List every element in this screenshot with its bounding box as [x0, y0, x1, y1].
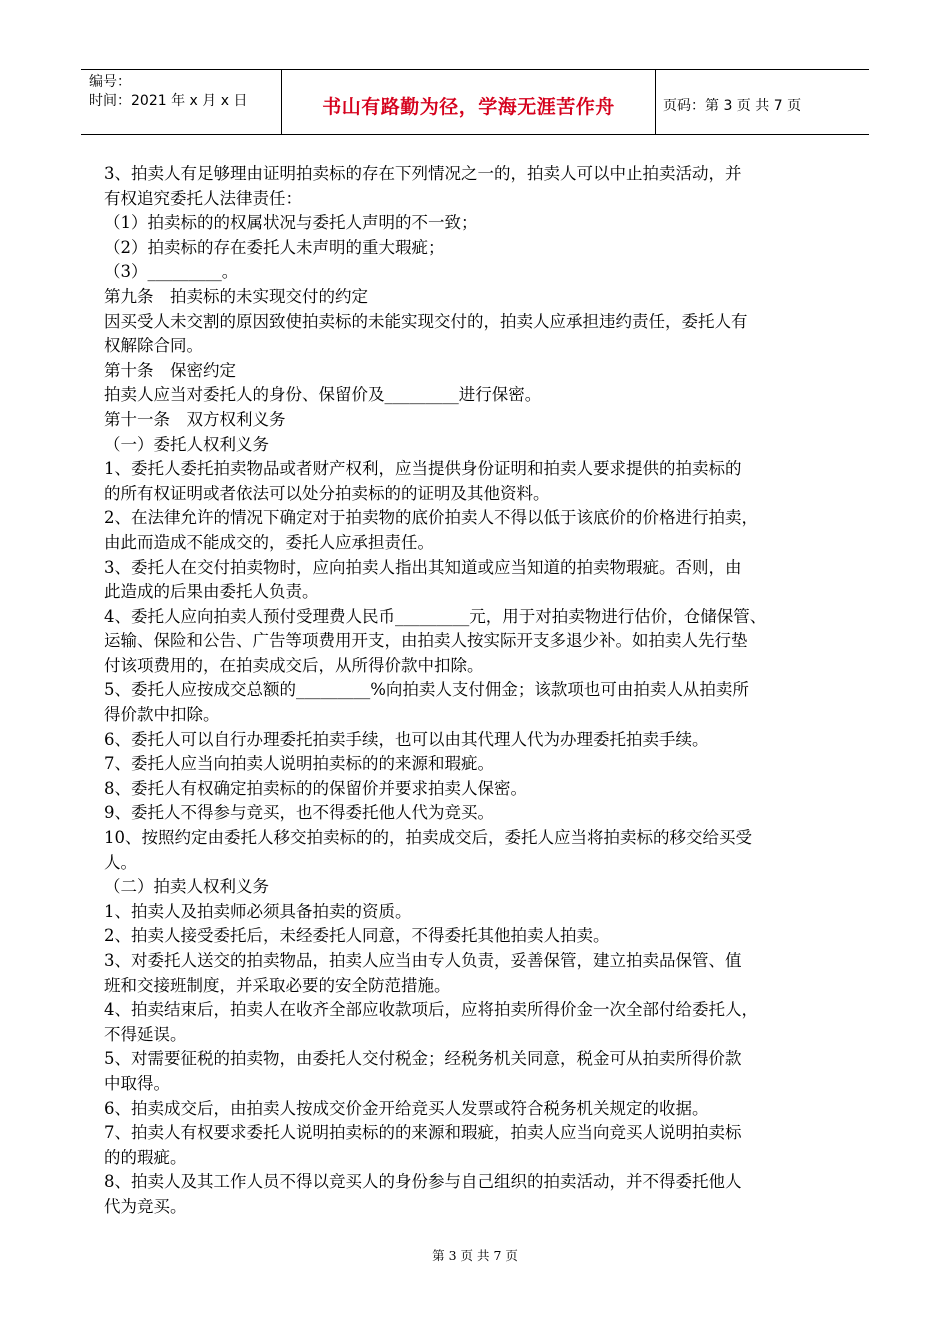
page-header [81, 69, 869, 135]
text-line: 8、委托人有权确定拍卖标的的保留价并要求拍卖人保密。 [104, 778, 527, 798]
header-page-number: 页码：第 3 页 共 7 页 [663, 98, 802, 114]
date-label: 时间：2021 年 x 月 x 日 [89, 93, 248, 109]
text-line: 因买受人未交割的原因致使拍卖标的未能实现交付的，拍卖人应承担违约责任，委托人有 [104, 311, 748, 331]
text-line: 2、在法律允许的情况下确定对于拍卖物的底价拍卖人不得以低于该底价的价格进行拍卖， [104, 508, 758, 528]
text-line: 付该项费用的，在拍卖成交后，从所得价款中扣除。 [104, 655, 484, 675]
text-line: 得价款中扣除。 [104, 705, 220, 725]
text-line: 7、拍卖人有权要求委托人说明拍卖标的的来源和瑕疵，拍卖人应当向竞买人说明拍卖标 [104, 1123, 742, 1143]
header-motto-cell [282, 70, 656, 134]
text-line: 权解除合同。 [104, 336, 203, 356]
text-line: 第十条 保密约定 [104, 360, 236, 380]
header-motto: 书山有路勤为径，学海无涯苦作舟 [322, 95, 615, 118]
text-line: 1、委托人委托拍卖物品或者财产权利，应当提供身份证明和拍卖人要求提供的拍卖标的 [104, 459, 742, 479]
text-line: （一）委托人权利义务 [104, 434, 269, 454]
text-line: 3、拍卖人有足够理由证明拍卖标的存在下列情况之一的，拍卖人可以中止拍卖活动，并 [104, 164, 742, 183]
text-line: 5、委托人应按成交总额的_________%向拍卖人支付佣金；该款项也可由拍卖人从拍卖所 [104, 680, 749, 700]
text-line: 8、拍卖人及其工作人员不得以竞买人的身份参与自己组织的拍卖活动，并不得委托他人 [104, 1172, 742, 1192]
text-line: 4、委托人应向拍卖人预付受理费人民币_________元，用于对拍卖物进行估价，仓储保管、 [104, 606, 767, 626]
text-line: 不得延误。 [104, 1024, 187, 1044]
text-line: 3、委托人在交付拍卖物时，应向拍卖人指出其知道或应当知道的拍卖物瑕疵。否则，由 [104, 557, 742, 577]
text-line: 的所有权证明或者依法可以处分拍卖标的的证明及其他资料。 [104, 483, 550, 503]
serial-number-label: 编号： [89, 74, 131, 90]
text-line: 10、按照约定由委托人移交拍卖标的的，拍卖成交后，委托人应当将拍卖标的移交给买受 [104, 828, 752, 848]
text-line: 第十一条 双方权利义务 [104, 409, 286, 429]
text-line: 3、对委托人送交的拍卖物品，拍卖人应当由专人负责，妥善保管，建立拍卖品保管、值 [104, 951, 742, 970]
header-page-cell [656, 70, 869, 134]
text-line: 中取得。 [104, 1073, 170, 1093]
text-line: （二）拍卖人权利义务 [104, 877, 269, 897]
text-line: 5、对需要征税的拍卖物，由委托人交付税金；经税务机关同意，税金可从拍卖所得价款 [104, 1049, 742, 1069]
text-line: 有权追究委托人法律责任： [104, 188, 302, 208]
text-line: 代为竞买。 [104, 1196, 187, 1216]
text-line: 由此而造成不能成交的，委托人应承担责任。 [104, 532, 434, 552]
text-line: 4、拍卖结束后，拍卖人在收齐全部应收款项后，应将拍卖所得价金一次全部付给委托人， [104, 1000, 758, 1020]
text-line: （3）_________。 [104, 262, 239, 282]
page-footer: 第 3 页 共 7 页 [432, 1248, 518, 1263]
text-line: 7、委托人应当向拍卖人说明拍卖标的的来源和瑕疵。 [104, 754, 494, 774]
text-line: 此造成的后果由委托人负责。 [104, 582, 319, 602]
text-line: 第九条 拍卖标的未实现交付的约定 [104, 286, 368, 306]
header-left-cell [81, 70, 282, 134]
text-line: （2）拍卖标的存在委托人未声明的重大瑕疵； [104, 237, 445, 257]
text-line: 9、委托人不得参与竞买，也不得委托他人代为竞买。 [104, 803, 494, 823]
text-line: 运输、保险和公告、广告等项费用开支，由拍卖人按实际开支多退少补。如拍卖人先行垫 [104, 631, 748, 651]
text-line: 拍卖人应当对委托人的身份、保留价及_________进行保密。 [104, 385, 542, 405]
text-line: 6、拍卖成交后，由拍卖人按成交价金开给竞买人发票或符合税务机关规定的收据。 [104, 1098, 709, 1118]
text-line: 2、拍卖人接受委托后，未经委托人同意，不得委托其他拍卖人拍卖。 [104, 926, 610, 946]
text-line: （1）拍卖标的的权属状况与委托人声明的不一致； [104, 213, 478, 233]
text-line: 班和交接班制度，并采取必要的安全防范措施。 [104, 975, 451, 995]
text-line: 1、拍卖人及拍卖师必须具备拍卖的资质。 [104, 901, 412, 921]
text-line: 人。 [104, 852, 137, 872]
text-line: 的的瑕疵。 [104, 1147, 187, 1167]
document-body [104, 162, 864, 1220]
text-line: 6、委托人可以自行办理委托拍卖手续，也可以由其代理人代为办理委托拍卖手续。 [104, 729, 709, 749]
